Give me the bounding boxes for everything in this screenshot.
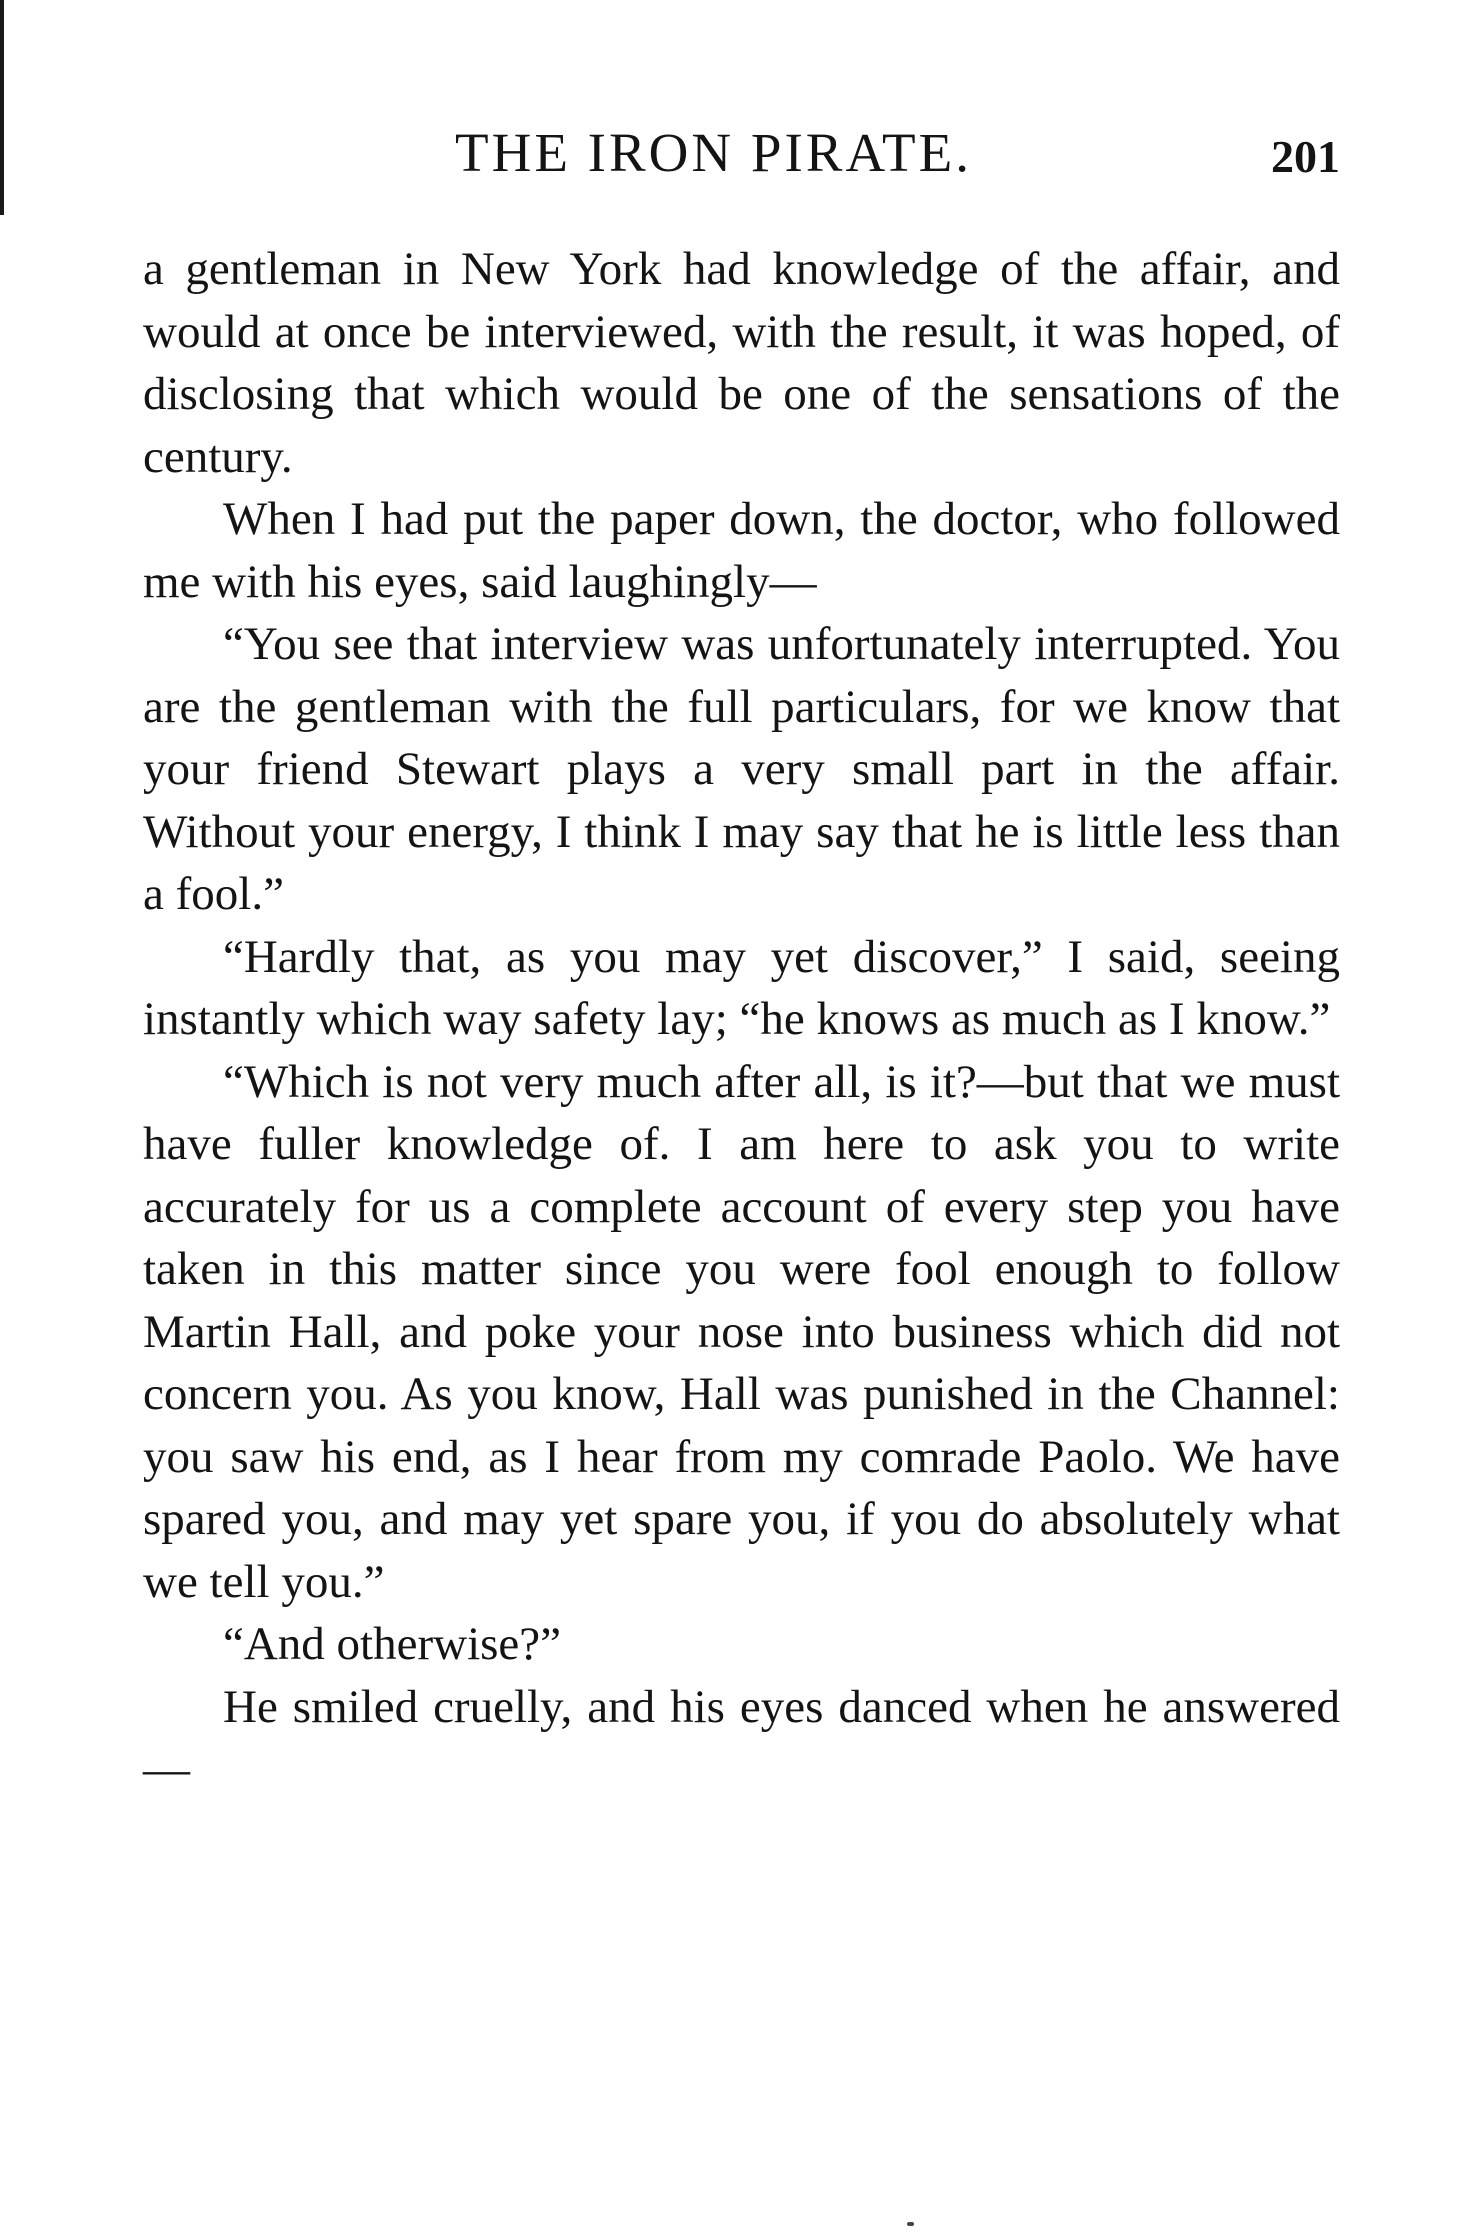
paragraph: He smiled cruelly, and his eyes danced when he answered— bbox=[143, 1680, 1340, 1795]
paragraph: “And otherwise?” bbox=[223, 1618, 561, 1670]
scan-edge-line bbox=[0, 0, 4, 215]
paragraph: “Which is not very much after all, is it?—but that we must have fuller knowledge of. I am here to ask you to write accurately for us a complete account of every step you have taken in this matter since you were fool enough to follow Martin Hall, and poke your nose into business which did not concern you. As you know, Hall was punished in the Channel: you saw his end, as I hear from my comrade Paolo. We have spared you, and may yet spare you, if you do absolutely what we tell you.” bbox=[143, 1055, 1340, 1608]
running-title: THE IRON PIRATE. bbox=[455, 122, 973, 183]
running-head bbox=[140, 118, 1340, 188]
body-text bbox=[143, 238, 1340, 1801]
paragraph: “Hardly that, as you may yet discover,” I said, seeing instantly which way safety lay; “he knows as much as I know.” bbox=[143, 930, 1340, 1045]
paragraph: “You see that interview was unfortunately interrupted. You are the gentleman with the full particulars, for we know that your friend Stewart plays a very small part in the affair. Without your energy, I think I may say that he is little less than a fool.” bbox=[143, 618, 1340, 920]
page-number: 201 bbox=[1271, 131, 1340, 182]
paragraph-continued: a gentleman in New York had knowledge of the affair, and would at once be interviewed, with the result, it was hoped, of disclosing that which would be one of the sensations of the century. bbox=[143, 243, 1340, 483]
scan-speck bbox=[907, 2222, 914, 2226]
paragraph: When I had put the paper down, the doctor, who followed me with his eyes, said laughingly— bbox=[143, 493, 1340, 608]
